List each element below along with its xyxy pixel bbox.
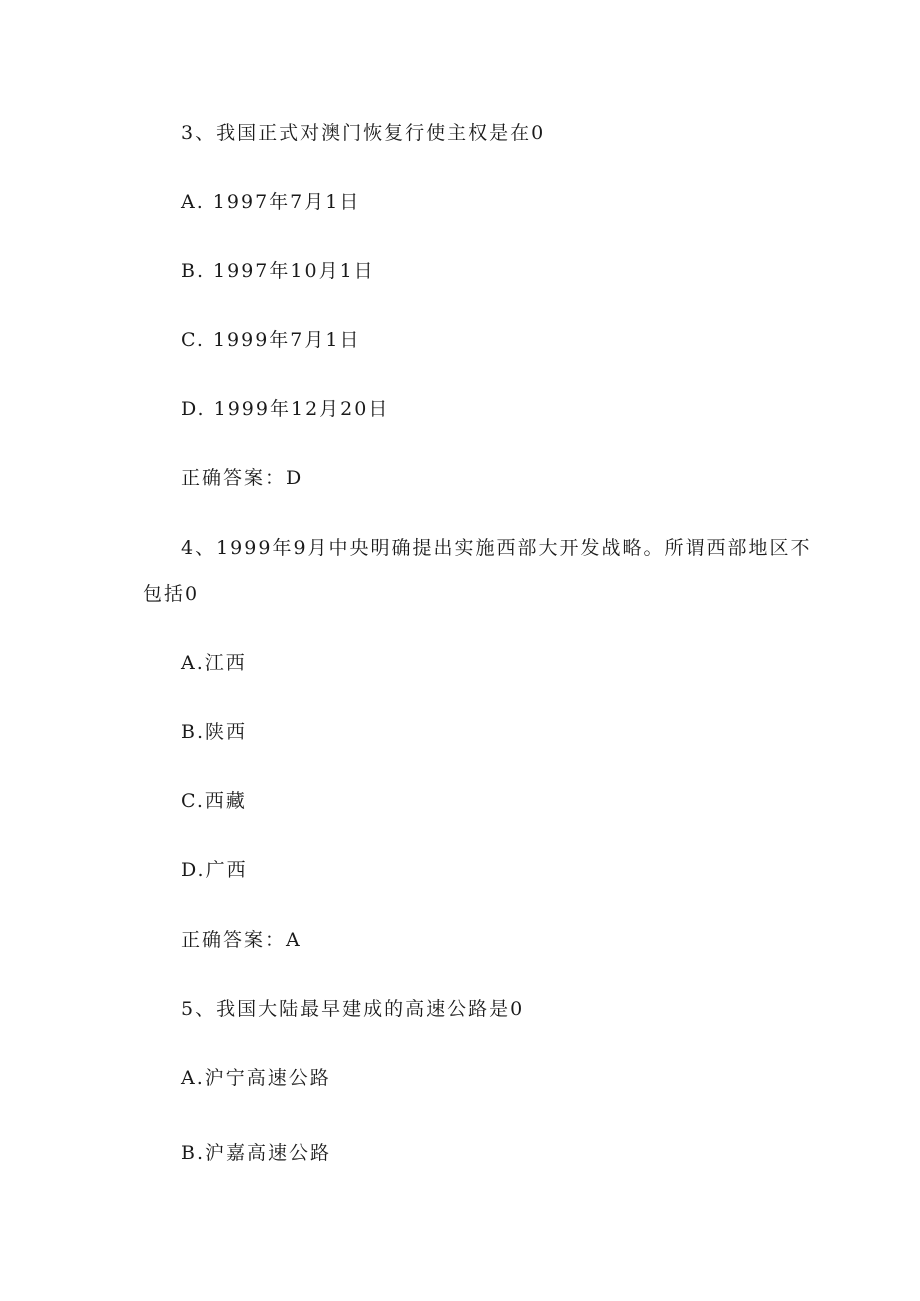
question-4-stem-line2: 包括0 [143, 583, 200, 605]
question-5-stem: 5、我国大陆最早建成的高速公路是0 [181, 998, 525, 1020]
question-5-option-a: A.沪宁高速公路 [181, 1067, 331, 1089]
question-4-option-a: A.江西 [181, 652, 247, 674]
question-4-stem-line1: 4、1999年9月中央明确提出实施西部大开发战略。所谓西部地区不 [181, 537, 812, 559]
question-4-option-c: C.西藏 [181, 790, 247, 812]
question-3-option-d: D. 1999年12月20日 [181, 398, 390, 420]
question-4-answer: 正确答案：A [181, 929, 302, 951]
question-3-option-b: B. 1997年10月1日 [181, 260, 375, 282]
question-3-option-c: C. 1999年7月1日 [181, 329, 361, 351]
question-5-option-b: B.沪嘉高速公路 [181, 1142, 332, 1164]
question-4-option-d: D.广西 [181, 859, 248, 881]
question-4-option-b: B.陕西 [181, 721, 248, 743]
question-3-answer: 正确答案：D [181, 467, 304, 489]
question-3-stem: 3、我国正式对澳门恢复行使主权是在0 [181, 122, 546, 144]
question-3-option-a: A. 1997年7月1日 [181, 191, 361, 213]
